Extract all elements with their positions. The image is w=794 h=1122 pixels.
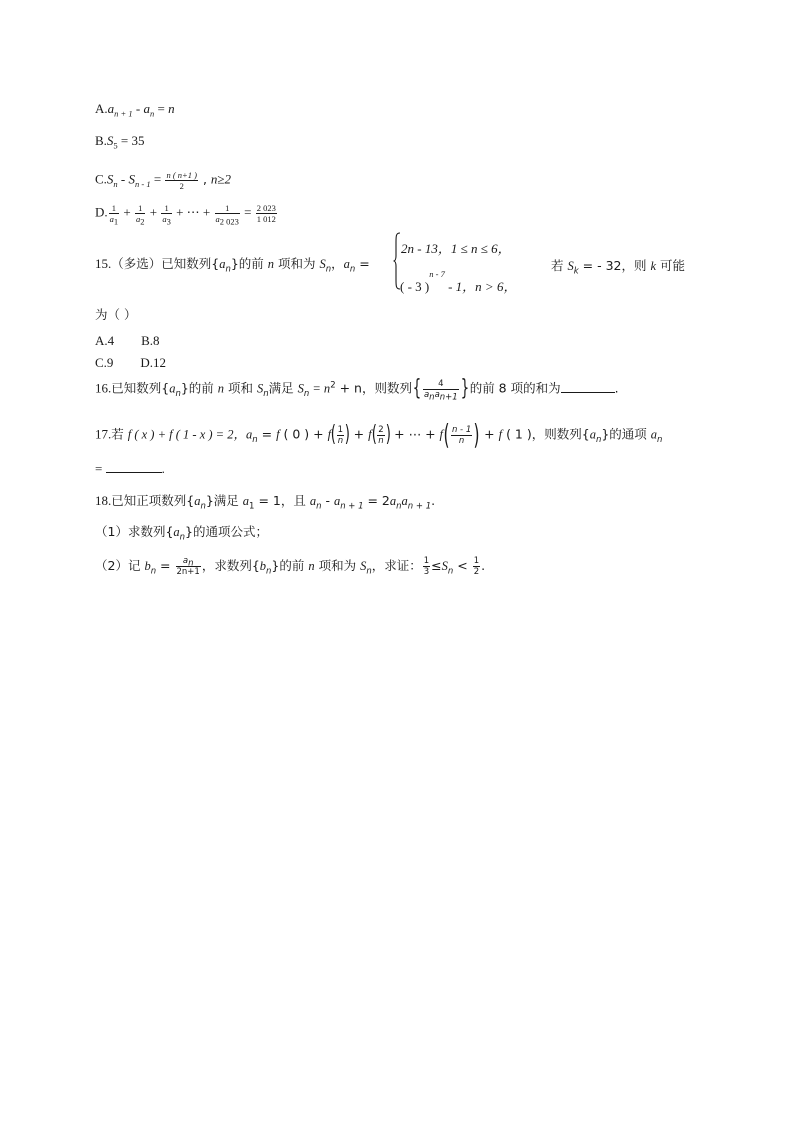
question-16: 16.已知数列$\{a_n\}$的前 n 项和 $S_n$满足 $S_n = n^2 + n$，则数列{ $\frac{4}{a_na_{n+1}}$ }的前 8 项的和为 . — [95, 376, 619, 403]
answer-blank[interactable] — [561, 381, 615, 393]
fraction: $\frac{1}{a_{2 023}}$ — [215, 203, 239, 227]
question-17-line2: = . — [95, 461, 165, 476]
option-label: A. — [95, 101, 108, 116]
option-a: $A.a_{n + 1} - a_n = n$ — [95, 101, 175, 119]
fraction: $\frac{1}{a_2}$ — [135, 203, 145, 227]
option-d: D.12 — [140, 355, 167, 370]
option-a: A.4 — [95, 333, 115, 348]
question-15-options-row1 — [95, 333, 160, 349]
fraction: $\frac{4}{a_na_{n+1}}$ — [423, 378, 458, 403]
fraction: $\frac{1}{a_3}$ — [162, 203, 171, 227]
option-c: $C.S_n - S_{n - 1}$ = $\frac{n ( n+1 )}{2}$ , n≥2 — [95, 170, 232, 191]
fraction: $\frac{2 023}{1 012}$ — [256, 203, 276, 224]
question-18-part-1: （1）求数列$\{a_n\}$的通项公式； — [95, 524, 269, 543]
fraction: $\frac{1}{3}$ — [423, 556, 430, 577]
option-b: $B.S_5 = 35$ — [95, 133, 145, 151]
question-number: 15. — [95, 256, 112, 271]
piecewise-case-2: ( - 3 )$^{n - 7}$ - 1，n > 6， — [400, 268, 517, 294]
question-18-stem: 18.已知正项数列$\{a_n\}$满足 $a_1 = 1$，且 $a_n - a_{n + 1} = 2a_na_{n + 1}$. — [95, 493, 436, 512]
piecewise-case-1: 2n - 13，1 ≤ n ≤ 6， — [401, 241, 511, 256]
fraction: $\frac{1}{a_1}$ — [109, 203, 119, 227]
answer-blank[interactable] — [106, 461, 162, 473]
question-15-options-row2 — [95, 355, 166, 371]
option-d: D. $\frac{1}{a_1}$ + $\frac{1}{a_2}$ + $\frac{1}{a_3}$ + ⋯ + $\frac{1}{a_{2 023}}$ = $\frac{2 023}{1 012}$ — [95, 203, 276, 227]
question-number: 17. — [95, 426, 112, 442]
fraction: $\frac{n ( n+1 )}{2}$ — [166, 170, 197, 191]
fraction: $\frac{1}{n}$ — [337, 424, 344, 446]
question-18-part-2: （2）记 $b_n$ = $\frac{a_n}{2n+1}$ ，求数列$\{b_n\}$的前 n 项和为 $S_n$，求证： $\frac{1}{3}$ $\le S_n$ < $\frac{1}{2}$ . — [95, 556, 486, 577]
question-15-stem-cont: 若 $S_k$ = - 32，则 k 可能 — [551, 258, 686, 277]
question-number: 18. — [95, 493, 112, 508]
fraction: $\frac{1}{2}$ — [473, 556, 480, 577]
question-number: 16. — [95, 380, 112, 396]
option-c: C.9 — [95, 355, 114, 370]
fraction: $\frac{a_n}{2n+1}$ — [176, 556, 200, 577]
question-15-stem: 15.（多选）已知数列$\{a_n\}$的前 n 项和为 $S_n$，$a_n$ = — [95, 256, 370, 275]
option-b: B.8 — [141, 333, 160, 348]
question-15-line2: 为（ ） — [95, 307, 137, 322]
question-17: 17.若 f ( x ) + f ( 1 - x ) = 2，$a_n = f$ ( 0 ) + f( $\frac{1}{n}$ ) + f( $\frac{2}{n}$ ) + ⋯ + f( $\frac{n - 1}{n}$ ) + f ( 1 )，则数列$\{a_n\}$的通项 $a_n$ — [95, 418, 663, 451]
fraction: $\frac{2}{n}$ — [378, 424, 384, 446]
fraction: $\frac{n - 1}{n}$ — [451, 424, 472, 446]
